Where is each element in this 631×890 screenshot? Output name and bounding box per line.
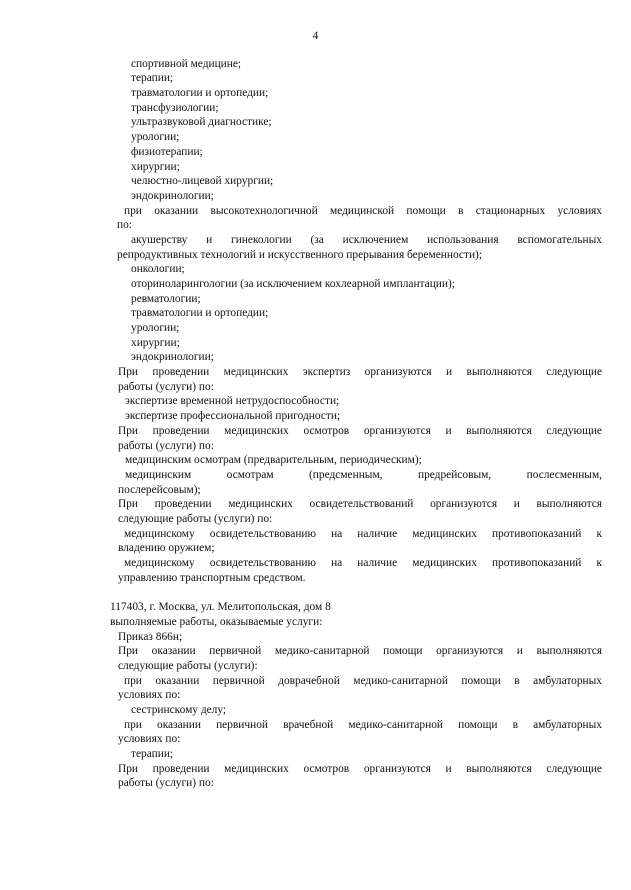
document-line: При проведении медицинских осмотров организуются и выполняются следующие (118, 763, 602, 775)
document-line: эндокринологии; (131, 351, 214, 363)
document-line: При проведении медицинских осмотров организуются и выполняются следующие (118, 425, 602, 437)
document-line: медицинскому освидетельствованию на наличие медицинских противопоказаний к (124, 528, 602, 540)
document-line: онкологии; (131, 263, 185, 275)
document-line: медицинским осмотрам (предсменным, предрейсовым, послесменным, (125, 469, 602, 481)
document-line: условиях по: (118, 689, 181, 701)
document-line: медицинскому освидетельствованию на наличие медицинских противопоказаний к (124, 557, 602, 569)
document-line: урологии; (131, 322, 180, 334)
document-line: ревматологии; (131, 293, 201, 305)
document-line: При проведении медицинских экспертиз организуются и выполняются следующие (118, 366, 602, 378)
document-line: при оказании высокотехнологичной медицинской помощи в стационарных условиях (124, 205, 602, 217)
document-line: терапии; (131, 72, 174, 84)
document-line: по: (117, 219, 132, 231)
document-line: терапии; (131, 748, 174, 760)
document-line: При проведении медицинских освидетельствований организуются и выполняются (118, 498, 602, 510)
document-line: экспертизе профессиональной пригодности; (125, 410, 341, 422)
document-line: условиях по: (118, 733, 181, 745)
document-line: работы (услуги) по: (118, 777, 214, 789)
document-line: ультразвуковой диагностике; (131, 116, 272, 128)
document-line: эндокринологии; (131, 190, 214, 202)
document-line: управлению транспортным средством. (118, 572, 306, 584)
document-line: при оказании первичной доврачебной медико-санитарной помощи в амбулаторных (124, 675, 602, 687)
page-number: 4 (312, 30, 319, 42)
document-line: работы (услуги) по: (118, 381, 214, 393)
document-line: оториноларингологии (за исключением кохлеарной имплантации); (131, 278, 455, 290)
document-line: акушерству и гинекологии (за исключением использования вспомогательных (131, 234, 602, 246)
document-line: сестринскому делу; (131, 704, 227, 716)
document-line: Приказ 866н; (118, 631, 183, 643)
document-line: медицинским осмотрам (предварительным, периодическим); (125, 454, 422, 466)
document-line: следующие работы (услуги) по: (118, 513, 273, 525)
document-line: При оказании первичной медико-санитарной помощи организуются и выполняются (118, 645, 602, 657)
document-line: челюстно-лицевой хирургии; (131, 175, 274, 187)
document-line: спортивной медицине; (131, 58, 242, 70)
document-line: репродуктивных технологий и искусственного прерывания беременности); (117, 249, 483, 261)
document-line: владению оружием; (118, 542, 215, 554)
document-line: травматологии и ортопедии; (131, 307, 269, 319)
document-line: хирургии; (131, 161, 180, 173)
document-line: хирургии; (131, 337, 180, 349)
document-line: экспертизе временной нетрудоспособности; (125, 395, 340, 407)
document-line: следующие работы (услуги): (118, 660, 258, 672)
document-line: урологии; (131, 131, 180, 143)
document-line: трансфузиологии; (131, 102, 219, 114)
document-line: работы (услуги) по: (118, 440, 214, 452)
document-line: травматологии и ортопедии; (131, 87, 269, 99)
document-line: выполняемые работы, оказываемые услуги: (110, 616, 323, 628)
document-line: физиотерапии; (131, 146, 203, 158)
document-line: послерейсовым); (118, 484, 201, 496)
address-heading: 117403, г. Москва, ул. Мелитопольская, дом 8 (110, 601, 331, 613)
document-line: при оказании первичной врачебной медико-санитарной помощи в амбулаторных (124, 719, 602, 731)
